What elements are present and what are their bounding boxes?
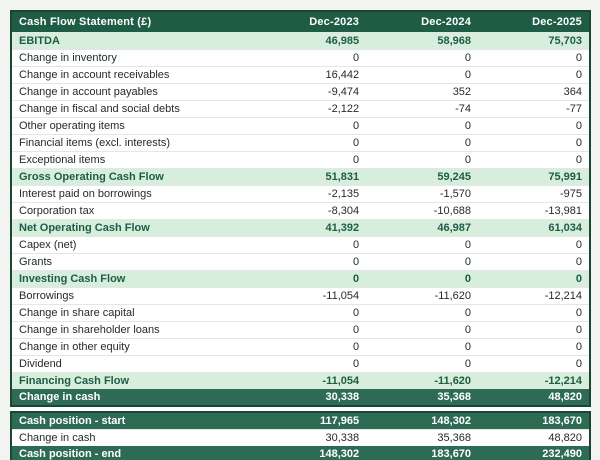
row-value: -74 <box>366 101 478 118</box>
row-value: -11,620 <box>366 288 478 305</box>
row-label: Net Operating Cash Flow <box>11 220 254 237</box>
row-label: Change in account payables <box>11 84 254 101</box>
row-label: Corporation tax <box>11 203 254 220</box>
row-label: EBITDA <box>11 33 254 50</box>
table-row-change-in-inventory <box>11 50 590 67</box>
row-value: 58,968 <box>366 33 478 50</box>
row-value: 0 <box>254 305 366 322</box>
table-row-grants <box>11 254 590 271</box>
row-value: 16,442 <box>254 67 366 84</box>
table-row-change-in-fiscal-and-social-debts <box>11 101 590 118</box>
row-value: 48,820 <box>478 389 590 406</box>
table-row-change-in-cash <box>11 430 590 447</box>
row-label: Interest paid on borrowings <box>11 186 254 203</box>
row-value: 117,965 <box>254 412 366 430</box>
row-value: -11,054 <box>254 373 366 390</box>
row-value: 75,703 <box>478 33 590 50</box>
row-value: 0 <box>478 50 590 67</box>
row-value: 0 <box>478 152 590 169</box>
row-value: 0 <box>254 322 366 339</box>
table-row-change-in-other-equity <box>11 339 590 356</box>
row-label: Borrowings <box>11 288 254 305</box>
row-value: 0 <box>254 50 366 67</box>
row-value: 46,985 <box>254 33 366 50</box>
row-value: 183,670 <box>366 446 478 460</box>
row-value: 0 <box>478 254 590 271</box>
table-row-capex-net <box>11 237 590 254</box>
row-value: 0 <box>254 118 366 135</box>
table-row-financing-cash-flow <box>11 373 590 390</box>
row-label: Other operating items <box>11 118 254 135</box>
row-label: Change in cash <box>11 389 254 406</box>
table-row-exceptional-items <box>11 152 590 169</box>
row-value: 0 <box>366 67 478 84</box>
row-value: 75,991 <box>478 169 590 186</box>
table-row-cash-position-end <box>11 446 590 460</box>
row-value: -2,122 <box>254 101 366 118</box>
table-header-row <box>11 11 590 33</box>
row-value: 0 <box>366 50 478 67</box>
table-row-net-operating-cash-flow <box>11 220 590 237</box>
row-label: Change in share capital <box>11 305 254 322</box>
row-value: -2,135 <box>254 186 366 203</box>
row-value: 0 <box>478 67 590 84</box>
row-label: Change in account receivables <box>11 67 254 84</box>
row-label: Cash position - start <box>11 412 254 430</box>
column-header-dec-2023: Dec-2023 <box>254 11 366 33</box>
row-value: -11,620 <box>366 373 478 390</box>
row-value: -12,214 <box>478 288 590 305</box>
column-header-dec-2025: Dec-2025 <box>478 11 590 33</box>
row-value: 0 <box>478 237 590 254</box>
row-label: Change in fiscal and social debts <box>11 101 254 118</box>
row-label: Financial items (excl. interests) <box>11 135 254 152</box>
row-value: 0 <box>366 254 478 271</box>
row-value: 0 <box>478 305 590 322</box>
row-value: 0 <box>254 135 366 152</box>
row-label: Change in shareholder loans <box>11 322 254 339</box>
table-row-interest-paid-on-borrowings <box>11 186 590 203</box>
row-value: -10,688 <box>366 203 478 220</box>
table-row-investing-cash-flow <box>11 271 590 288</box>
table-row-change-in-account-payables <box>11 84 590 101</box>
table-row-change-in-shareholder-loans <box>11 322 590 339</box>
table-row-financial-items-excl-interests <box>11 135 590 152</box>
table-row-corporation-tax <box>11 203 590 220</box>
row-value: -13,981 <box>478 203 590 220</box>
row-value: 0 <box>254 254 366 271</box>
row-value: 0 <box>254 152 366 169</box>
row-value: 352 <box>366 84 478 101</box>
row-value: -1,570 <box>366 186 478 203</box>
row-label: Change in other equity <box>11 339 254 356</box>
row-label: Change in cash <box>11 430 254 447</box>
row-value: 0 <box>254 271 366 288</box>
row-value: 364 <box>478 84 590 101</box>
row-value: 0 <box>366 339 478 356</box>
row-value: 0 <box>366 271 478 288</box>
cash-flow-rows <box>11 33 590 407</box>
row-label: Investing Cash Flow <box>11 271 254 288</box>
row-value: 0 <box>366 135 478 152</box>
table-row-change-in-account-receivables <box>11 67 590 84</box>
row-value: 46,987 <box>366 220 478 237</box>
row-value: 0 <box>366 152 478 169</box>
row-value: 0 <box>478 118 590 135</box>
row-value: -77 <box>478 101 590 118</box>
table-row-change-in-share-capital <box>11 305 590 322</box>
row-value: 35,368 <box>366 389 478 406</box>
row-value: 0 <box>254 356 366 373</box>
row-value: 30,338 <box>254 430 366 447</box>
cash-flow-table <box>10 10 591 407</box>
row-value: 232,490 <box>478 446 590 460</box>
table-row-borrowings <box>11 288 590 305</box>
row-value: 0 <box>478 271 590 288</box>
row-value: 0 <box>254 339 366 356</box>
cash-position-rows <box>11 412 590 460</box>
row-value: 48,820 <box>478 430 590 447</box>
row-label: Cash position - end <box>11 446 254 460</box>
row-label: Exceptional items <box>11 152 254 169</box>
row-value: 0 <box>478 322 590 339</box>
row-value: 0 <box>478 135 590 152</box>
row-value: 148,302 <box>254 446 366 460</box>
row-value: -8,304 <box>254 203 366 220</box>
row-label: Financing Cash Flow <box>11 373 254 390</box>
row-value: 0 <box>366 237 478 254</box>
row-value: 148,302 <box>366 412 478 430</box>
row-label: Change in inventory <box>11 50 254 67</box>
row-value: -975 <box>478 186 590 203</box>
row-value: 0 <box>366 305 478 322</box>
row-value: -11,054 <box>254 288 366 305</box>
column-header-dec-2024: Dec-2024 <box>366 11 478 33</box>
row-label: Grants <box>11 254 254 271</box>
row-value: 0 <box>366 118 478 135</box>
row-value: 183,670 <box>478 412 590 430</box>
table-row-gross-operating-cash-flow <box>11 169 590 186</box>
row-value: 0 <box>366 322 478 339</box>
row-value: 61,034 <box>478 220 590 237</box>
cash-position-table <box>10 411 591 460</box>
row-label: Dividend <box>11 356 254 373</box>
table-row-cash-position-start <box>11 412 590 430</box>
row-value: 0 <box>254 237 366 254</box>
row-value: -12,214 <box>478 373 590 390</box>
row-value: 0 <box>366 356 478 373</box>
row-value: 35,368 <box>366 430 478 447</box>
table-row-dividend <box>11 356 590 373</box>
table-row-other-operating-items <box>11 118 590 135</box>
row-label: Gross Operating Cash Flow <box>11 169 254 186</box>
row-label: Capex (net) <box>11 237 254 254</box>
row-value: -9,474 <box>254 84 366 101</box>
table-row-change-in-cash <box>11 389 590 406</box>
table-title: Cash Flow Statement (£) <box>11 11 254 33</box>
row-value: 41,392 <box>254 220 366 237</box>
row-value: 30,338 <box>254 389 366 406</box>
row-value: 0 <box>478 356 590 373</box>
cash-flow-statement-report <box>10 10 591 460</box>
row-value: 0 <box>478 339 590 356</box>
row-value: 59,245 <box>366 169 478 186</box>
table-row-ebitda <box>11 33 590 50</box>
row-value: 51,831 <box>254 169 366 186</box>
